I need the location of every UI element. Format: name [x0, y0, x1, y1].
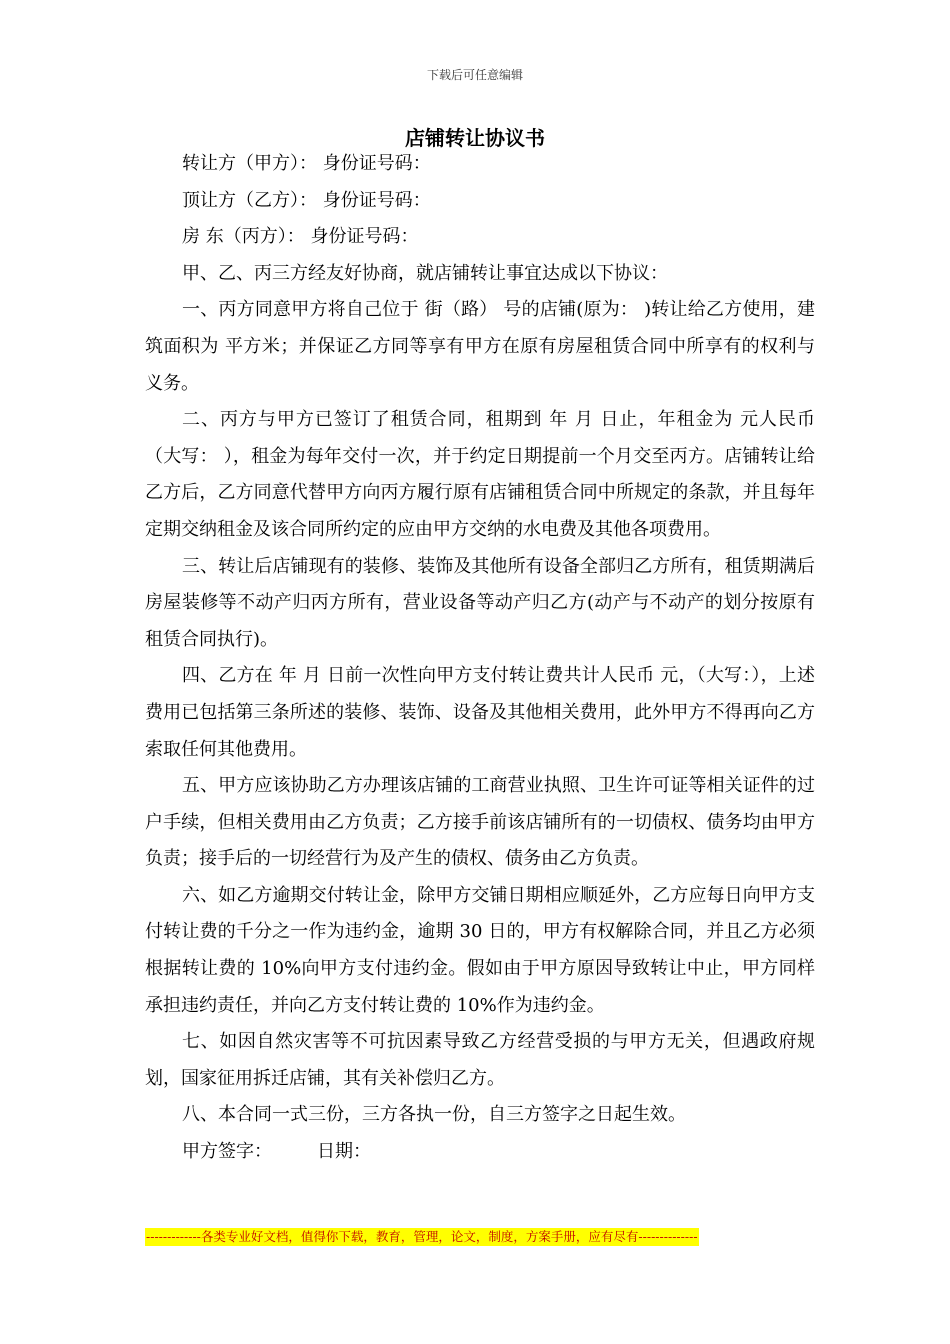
document-body [145, 146, 815, 1171]
signature-line: 甲方签字： 日期： [182, 1141, 371, 1163]
clause-4: 四、乙方在 年 月 日前一次性向甲方支付转让费共计人民币 元，（大写：），上述费用已包括第三条所述的装修、装饰、设备及其他相关费用，此外甲方不得再向乙方索取任何其他费用。 [145, 665, 815, 760]
clause-6: 六、如乙方逾期交付转让金，除甲方交铺日期相应顺延外，乙方应每日向甲方支付转让费的千分之一作为违约金，逾期 30 日的，甲方有权解除合同，并且乙方必须根据转让费的 10%向甲方支付违约金。假如由于甲方原因导致转让中止，甲方同样承担违约责任，并向乙方支付转让费的 10%作为违约金。 [145, 884, 815, 1016]
clause-7: 七、如因自然灾害等不可抗因素导致乙方经营受损的与甲方无关，但遇政府规划，国家征用拆迁店铺，其有关补偿归乙方。 [145, 1031, 815, 1089]
clause-8: 八、本合同一式三份，三方各执一份，自三方签字之日起生效。 [182, 1104, 686, 1126]
document-title: 店铺转让协议书 [405, 126, 545, 150]
paragraph-party-c: 房 东（丙方）： 身份证号码： [182, 226, 419, 248]
footer-banner: -------------各类专业好文档，值得你下载，教育，管理，论文，制度，方案手册，应有尽有-------------- [146, 1229, 698, 1244]
clause-2: 二、丙方与甲方已签订了租赁合同，租期到 年 月 日止，年租金为 元人民币（大写： ），租金为每年交付一次，并于约定日期提前一个月交至丙方。店铺转让给乙方后，乙方同意代替甲方向丙方履行原有店铺租赁合同中所规定的条款，并且每年定期交纳租金及该合同所约定的应由甲方交纳的水电费及其他各项费用。 [145, 409, 815, 540]
paragraph-party-a: 转让方（甲方）： 身份证号码： [182, 153, 431, 174]
paragraph-preamble: 甲、乙、丙三方经友好协商，就店铺转让事宜达成以下协议： [182, 262, 668, 284]
paragraph-party-b: 顶让方（乙方）： 身份证号码： [182, 189, 431, 211]
header-note: 下载后可任意编辑 [426, 68, 523, 82]
clause-5: 五、甲方应该协助乙方办理该店铺的工商营业执照、卫生许可证等相关证件的过户手续，但相关费用由乙方负责；乙方接手前该店铺所有的一切债权、债务均由甲方负责；接手后的一切经营行为及产生的债权、债务由乙方负责。 [145, 775, 815, 870]
clause-1: 一、丙方同意甲方将自己位于 街（路） 号的店铺(原为： )转让给乙方使用，建筑面积为 平方米；并保证乙方同等享有甲方在原有房屋租赁合同中所享有的权利与义务。 [145, 299, 815, 394]
clause-3: 三、转让后店铺现有的装修、装饰及其他所有设备全部归乙方所有，租赁期满后房屋装修等不动产归丙方所有，营业设备等动产归乙方(动产与不动产的划分按原有租赁合同执行)。 [145, 555, 815, 650]
